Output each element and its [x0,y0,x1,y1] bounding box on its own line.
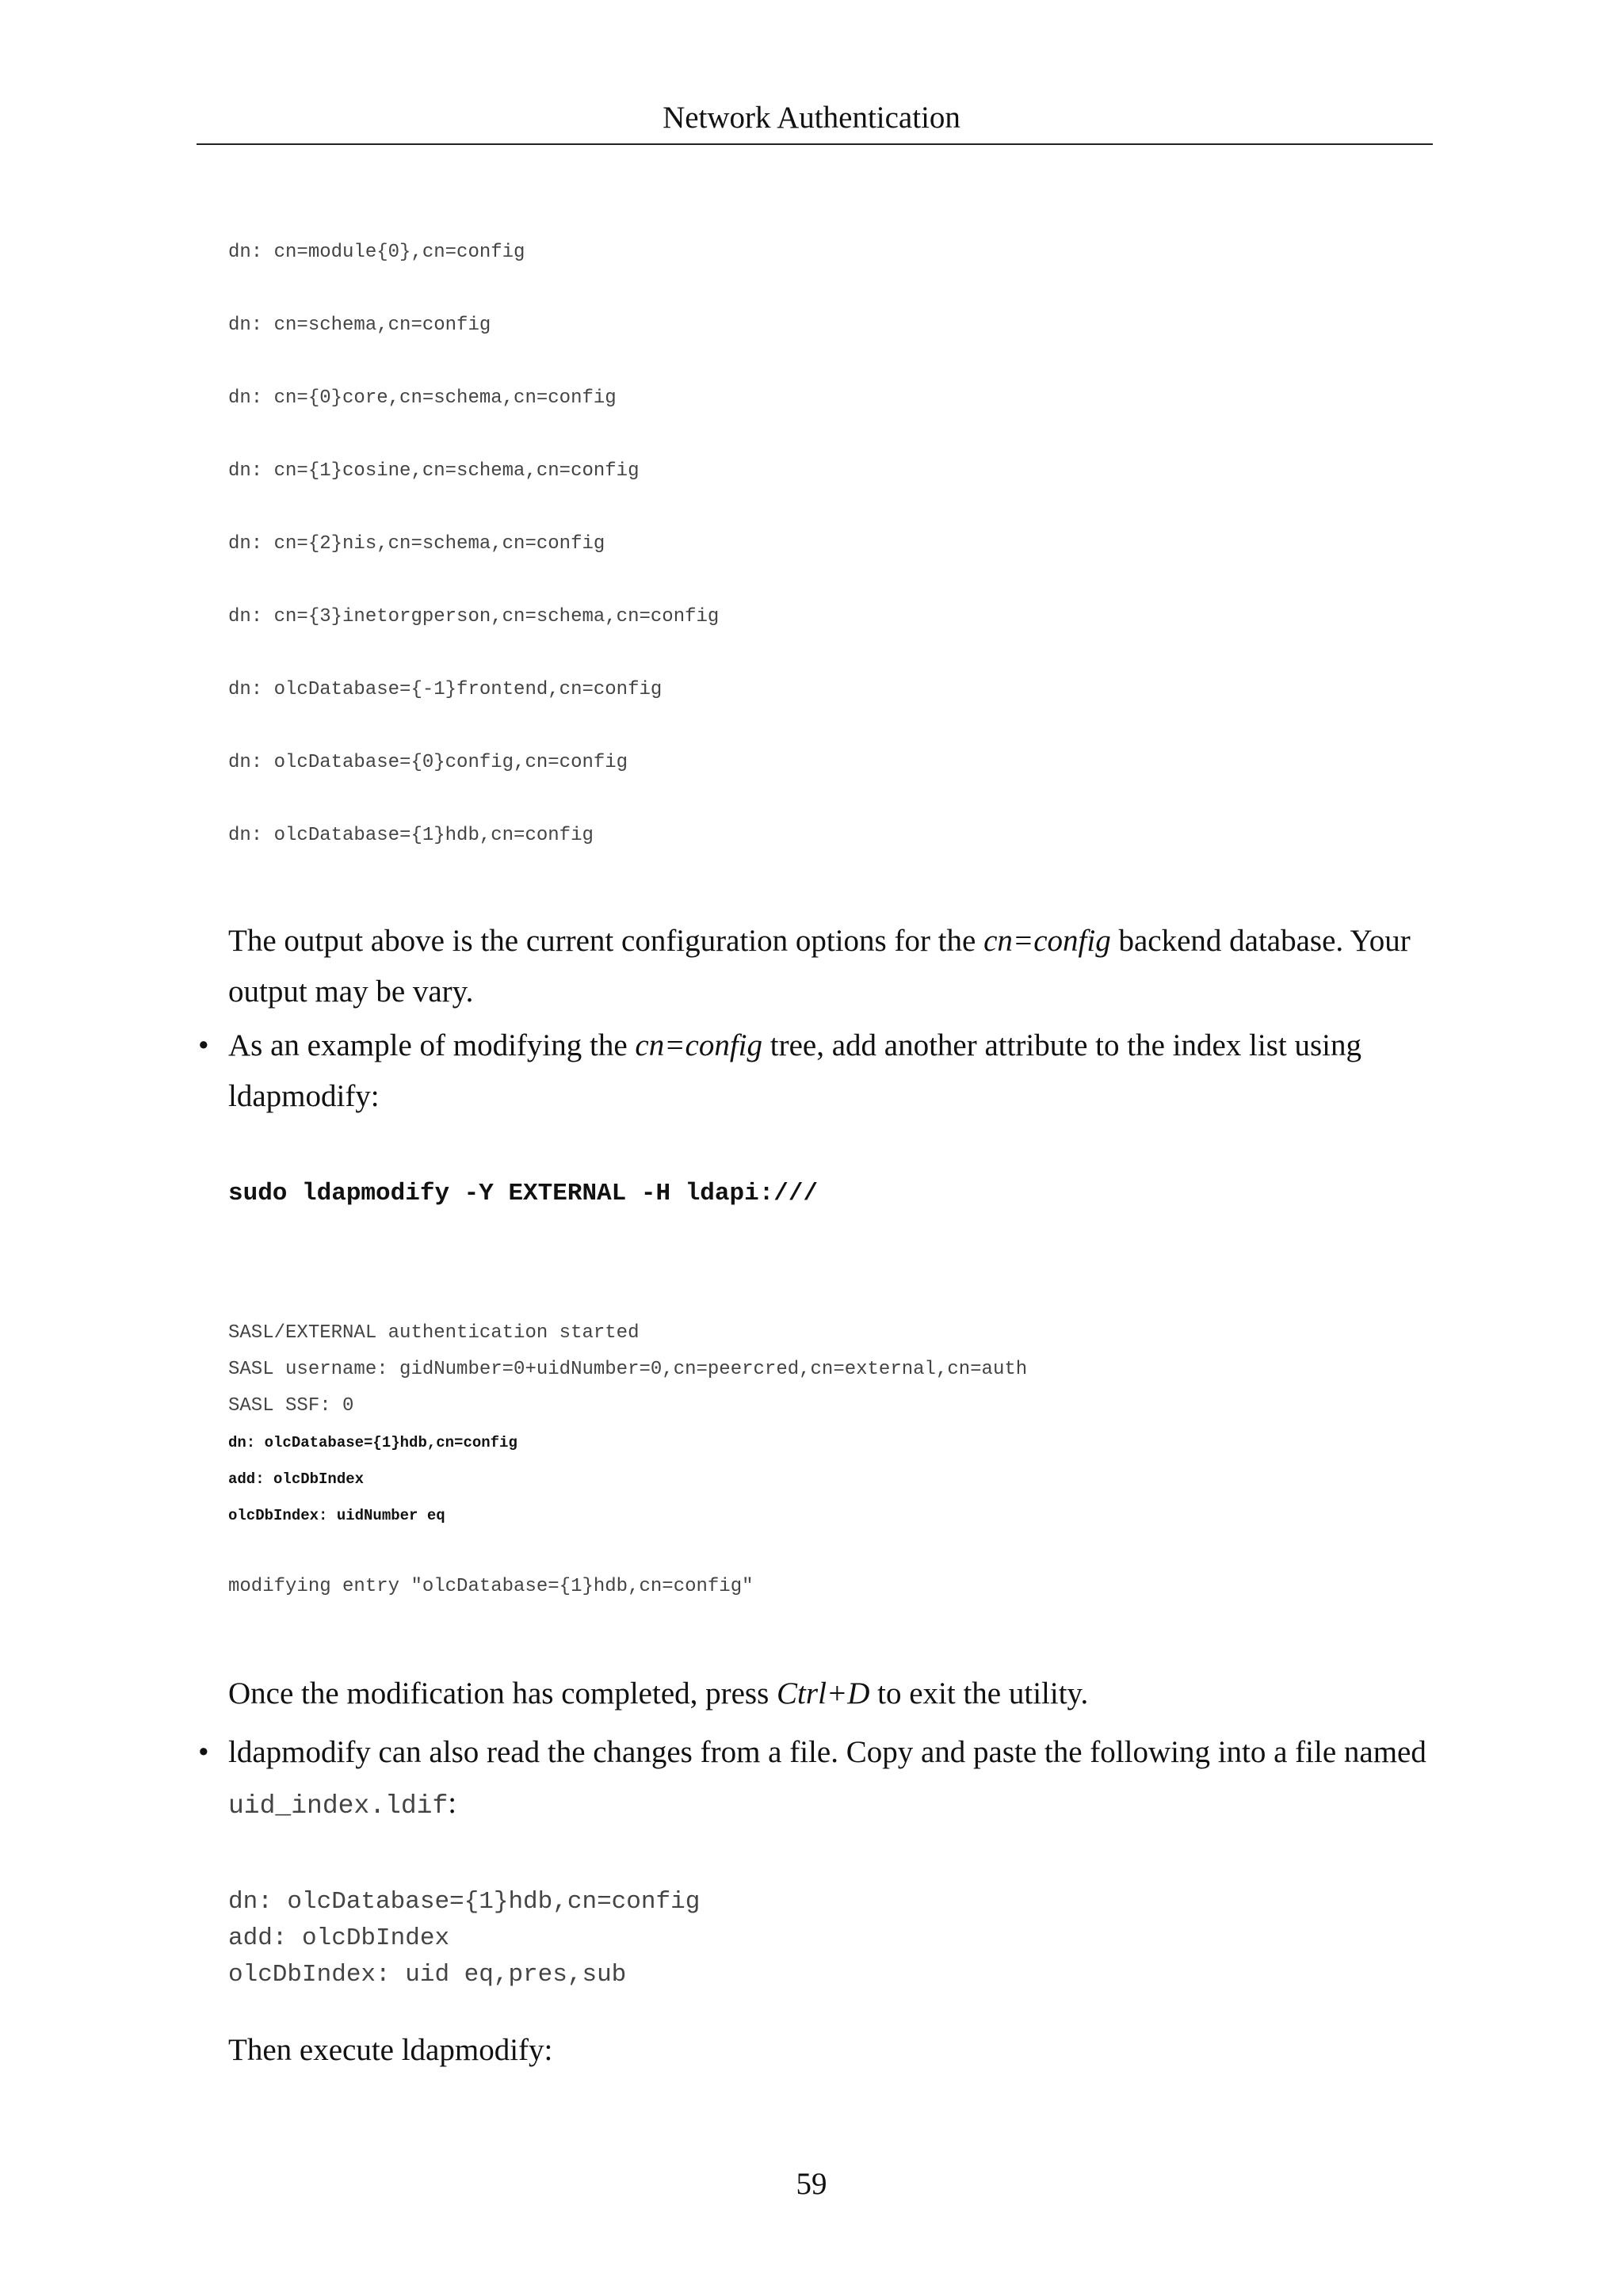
text: The output above is the current configuration options for the [228,924,984,958]
page-number: 59 [796,2167,827,2201]
paragraph-output-description [228,916,1449,1017]
code-line: dn: olcDatabase={1}hdb,cn=config [228,825,594,846]
header-divider [197,143,1433,145]
text: output may be vary. [228,974,474,1009]
text: : [448,1786,457,1820]
code-line: dn: olcDatabase={-1}frontend,cn=config [228,679,663,700]
text: Once the modification has completed, press [228,1676,777,1711]
output-line-bold: olcDbIndex: uidNumber eq [228,1507,445,1524]
bullet-item-modify-example [228,1020,1449,1122]
command-line: sudo ldapmodify -Y EXTERNAL -H ldapi:/// [228,1180,819,1207]
paragraph-execute: Then execute ldapmodify: [228,2033,553,2067]
emphasis-text: cn=config [983,924,1111,958]
bullet-marker: • [198,1028,209,1062]
code-line: dn: cn=schema,cn=config [228,315,491,336]
paragraph-ctrl-d [228,1669,1449,1719]
output-line-bold: dn: olcDatabase={1}hdb,cn=config [228,1434,517,1451]
code-line: dn: cn={1}cosine,cn=schema,cn=config [228,460,640,482]
output-line: SASL SSF: 0 [228,1395,354,1417]
emphasis-text: cn=config [635,1028,762,1062]
code-line: dn: cn={3}inetorgperson,cn=schema,cn=config [228,606,720,627]
bullet-marker: • [198,1735,209,1769]
ldif-line: dn: olcDatabase={1}hdb,cn=config [228,1888,701,1916]
output-line: modifying entry "olcDatabase={1}hdb,cn=config" [228,1576,754,1597]
page-header-title: Network Authentication [663,101,960,135]
text: backend database. Your [1110,924,1411,958]
output-line-bold: add: olcDbIndex [228,1470,365,1488]
filename-inline-code: uid_index.ldif [228,1791,449,1821]
ldif-line: add: olcDbIndex [228,1924,450,1952]
output-line: SASL/EXTERNAL authentication started [228,1322,640,1344]
ldif-line: olcDbIndex: uid eq,pres,sub [228,1961,627,1989]
text: to exit the utility. [869,1676,1089,1711]
output-line: SASL username: gidNumber=0+uidNumber=0,cn=peercred,cn=external,cn=auth [228,1359,1028,1380]
code-line: dn: olcDatabase={0}config,cn=config [228,752,628,773]
text: ldapmodify: [228,1079,380,1113]
text: ldapmodify can also read the changes from a file. Copy and paste the following into a file named [228,1735,1426,1769]
text: As an example of modifying the [228,1028,636,1062]
text: tree, add another attribute to the index list using [762,1028,1361,1062]
code-line: dn: cn={2}nis,cn=schema,cn=config [228,533,605,555]
emphasis-text: Ctrl+D [777,1676,870,1711]
code-line: dn: cn={0}core,cn=schema,cn=config [228,387,617,409]
bullet-item-file-input [228,1727,1465,1832]
code-line: dn: cn=module{0},cn=config [228,242,525,263]
